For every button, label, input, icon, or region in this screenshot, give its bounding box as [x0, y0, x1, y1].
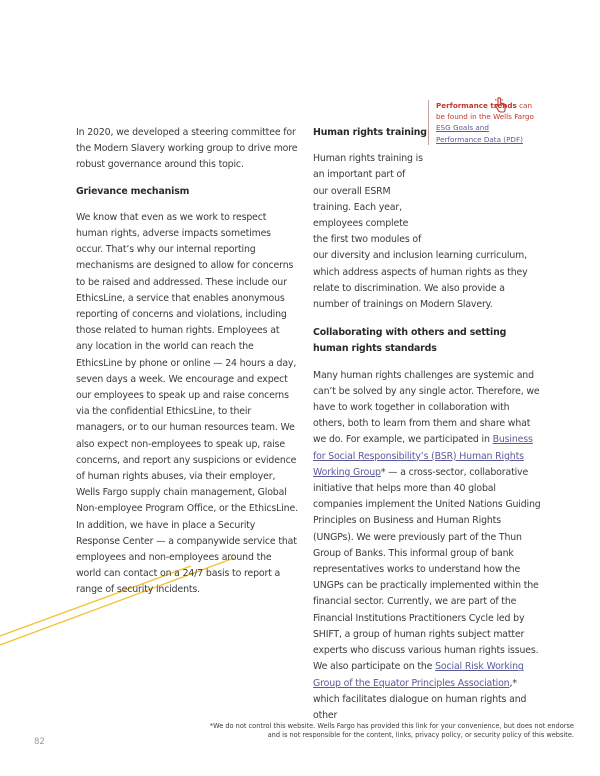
intro-paragraph: In 2020, we developed a steering committee for the Modern Slavery working group to drive more robust governance around this topic. — [76, 127, 298, 171]
collaboration-heading: Collaborating with others and setting human rights standards — [313, 327, 507, 355]
right-column — [313, 125, 541, 724]
grievance-heading: Grievance mechanism — [76, 185, 190, 197]
training-paragraph: Human rights training is an important part of our overall ESRM training. Each year, employees complete the first two modules of our diversity and inclusion learning curriculum, which address aspects of human rights as they relate to discrimination. We also provide a number of trainings on Modern Slavery. — [313, 153, 528, 311]
callout-text: can be found in the Wells Fargo — [436, 101, 534, 122]
footnote-disclaimer: *We do not control this website. Wells Fargo has provided this link for your convenience, but does not endorse and is not responsible for the content, links, privacy policy, or security policy of this website. — [209, 722, 574, 740]
callout-bold: Performance trends — [436, 101, 517, 110]
collab-text-3: ,* which facilitates dialogue on human rights and other — [313, 677, 527, 721]
page-number: 82 — [34, 737, 45, 747]
collab-text-1: Many human rights challenges are systemic and can’t be solved by any single actor. Therefore, we have to work together in collaboration with others, both to learn from them and share what we do. For example, we participated in — [313, 369, 540, 446]
grievance-paragraph: We know that even as we work to respect human rights, adverse impacts sometimes occur. That’s why our internal reporting mechanisms are designed to allow for concerns to be raised and addressed. These include our EthicsLine, a service that enables anonymous reporting of concerns and violations, including those related to human rights. Employees at any location in the world can reach the EthicsLine by phone or online — 24 hours a day, seven days a week. We encourage and expect our employees to speak up and raise concerns via the confidential EthicsLine, to their managers, or to our human resources team. We also expect non-employees to speak up, raise concerns, and report any suspicions or evidence of human rights abuses, via their employer, Wells Fargo supply chain management, Global Non-employee Program Office, or the EthicsLine. In addition, we have in place a Security Response Center — a companywide service that employees and non-employees around the world can contact on a 24/7 basis to report a range of security incidents. — [76, 211, 298, 596]
equator-principles-link[interactable]: Social Risk Working Group of the Equator Principles Association — [313, 661, 524, 689]
performance-callout — [428, 100, 536, 145]
hand-pointer-icon — [492, 97, 508, 113]
esg-data-link[interactable]: ESG Goals and Performance Data (PDF) — [436, 123, 523, 144]
left-column — [76, 125, 298, 599]
training-heading: Human rights training — [313, 127, 427, 138]
bsr-working-group-link[interactable]: Business for Social Responsibility’s (BSR) Human Rights Working Group — [313, 434, 533, 478]
collab-text-2: * — a cross-sector, collaborative initiative that helps more than 40 global companies implement the United Nations Guiding Principles on Business and Human Rights (UNGPs). We were previously part of the Thun Group of Banks. This informal group of bank representatives works to understand how the UNGPs can be practically implemented within the financial sector. Currently, we are part of the Financial Institutions Practitioners Cycle led by SHIFT, a group of human rights subject matter experts who discuss various human rights issues. We also participate on the — [313, 466, 541, 673]
collaboration-paragraph — [313, 368, 541, 724]
